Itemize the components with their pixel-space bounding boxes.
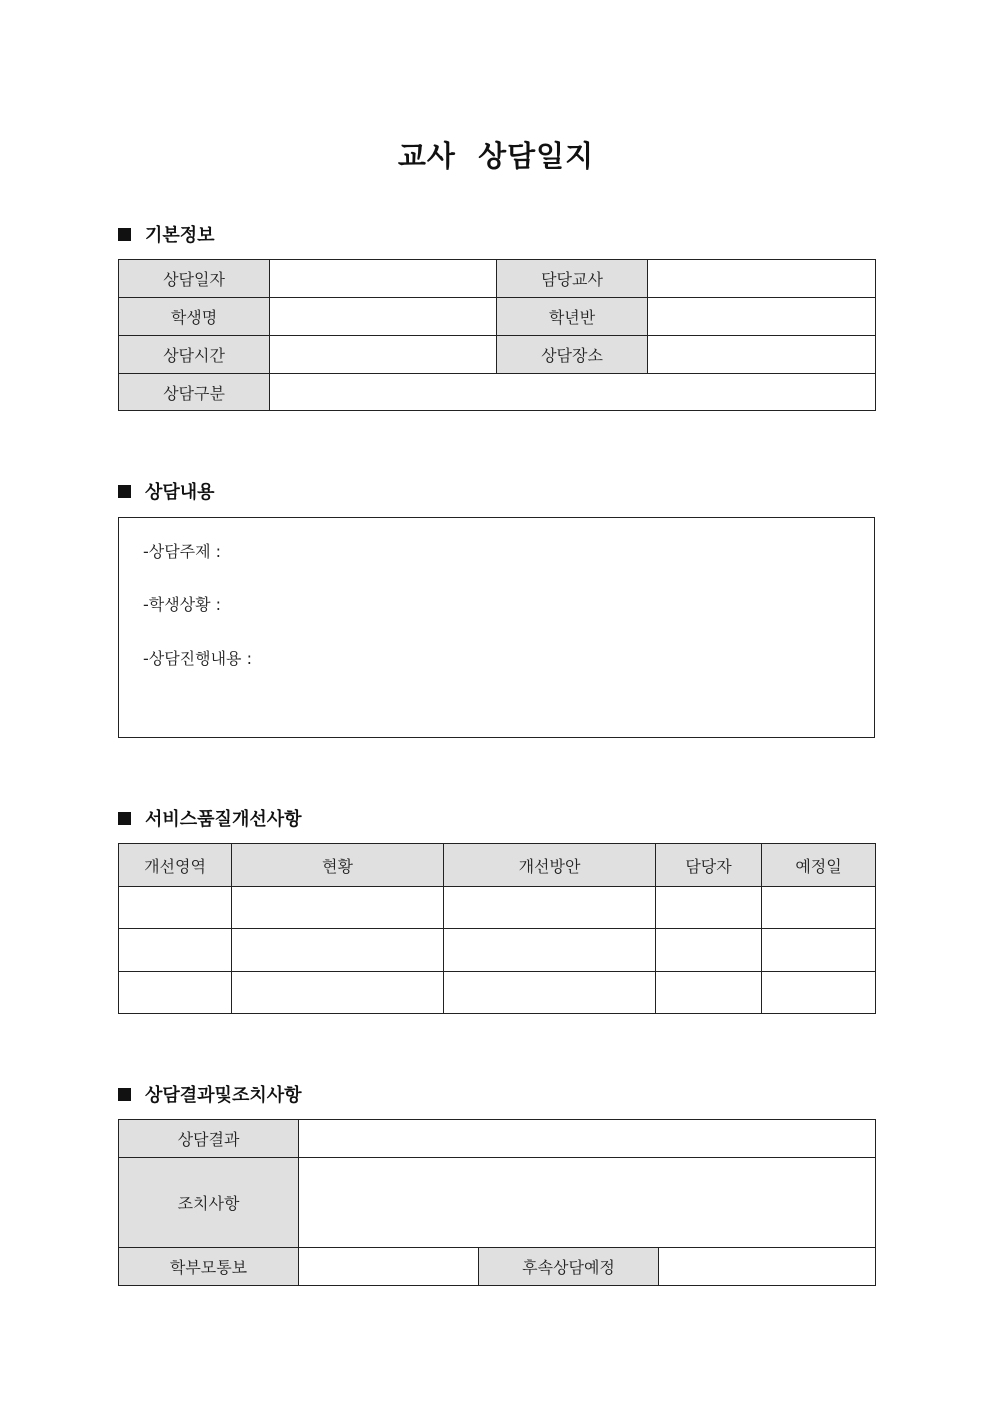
table-cell[interactable]	[232, 972, 444, 1014]
label-counsel-place: 상담장소	[497, 336, 648, 374]
square-bullet-icon	[118, 1088, 131, 1101]
counsel-content-box[interactable]	[118, 517, 875, 738]
service-quality-table	[118, 843, 876, 1014]
table-row	[119, 972, 876, 1014]
section-heading-service-quality	[118, 806, 302, 830]
label-action-items: 조치사항	[119, 1158, 299, 1248]
section-title: 상담결과및조치사항	[145, 1085, 302, 1106]
square-bullet-icon	[118, 485, 131, 498]
column-header: 개선영역	[119, 844, 232, 887]
table-header-row	[119, 844, 876, 887]
table-cell[interactable]	[444, 972, 656, 1014]
counsel-result-field[interactable]	[299, 1120, 876, 1158]
square-bullet-icon	[118, 812, 131, 825]
table-cell[interactable]	[444, 887, 656, 929]
page-title: 교사 상담일지	[397, 139, 595, 173]
label-counsel-result: 상담결과	[119, 1120, 299, 1158]
section-heading-basic-info	[118, 222, 215, 246]
table-cell[interactable]	[119, 929, 232, 972]
column-header: 개선방안	[444, 844, 656, 887]
student-status-line: -학생상황 :	[143, 595, 222, 614]
table-row	[119, 260, 876, 298]
table-cell[interactable]	[656, 972, 762, 1014]
basic-info-table	[118, 259, 876, 411]
section-title: 서비스품질개선사항	[145, 809, 302, 830]
followup-field[interactable]	[659, 1248, 876, 1286]
label-counsel-type: 상담구분	[119, 374, 270, 411]
parent-notice-field[interactable]	[299, 1248, 479, 1286]
label-counsel-date: 상담일자	[119, 260, 270, 298]
table-cell[interactable]	[656, 887, 762, 929]
table-row	[119, 1120, 876, 1158]
table-cell[interactable]	[762, 887, 876, 929]
counsel-place-field[interactable]	[648, 336, 876, 374]
table-row	[119, 1158, 876, 1248]
topic-line: -상담주제 :	[143, 542, 222, 561]
table-cell[interactable]	[762, 929, 876, 972]
label-counsel-time: 상담시간	[119, 336, 270, 374]
table-cell[interactable]	[232, 887, 444, 929]
counsel-date-field[interactable]	[270, 260, 497, 298]
label-grade-class: 학년반	[497, 298, 648, 336]
table-cell[interactable]	[444, 929, 656, 972]
label-followup: 후속상담예정	[479, 1248, 659, 1286]
grade-class-field[interactable]	[648, 298, 876, 336]
column-header: 현황	[232, 844, 444, 887]
table-row	[119, 929, 876, 972]
section-title: 기본정보	[145, 225, 215, 246]
column-header: 담당자	[656, 844, 762, 887]
result-action-table	[118, 1119, 876, 1286]
table-cell[interactable]	[656, 929, 762, 972]
section-heading-result-action	[118, 1082, 302, 1106]
progress-line: -상담진행내용 :	[143, 649, 252, 668]
table-cell[interactable]	[232, 929, 444, 972]
action-items-field[interactable]	[299, 1158, 876, 1248]
table-row	[119, 298, 876, 336]
column-header: 예정일	[762, 844, 876, 887]
table-row	[119, 336, 876, 374]
table-row	[119, 1248, 876, 1286]
section-title: 상담내용	[145, 482, 215, 503]
table-cell[interactable]	[119, 887, 232, 929]
label-student-name: 학생명	[119, 298, 270, 336]
student-name-field[interactable]	[270, 298, 497, 336]
label-teacher: 담당교사	[497, 260, 648, 298]
table-cell[interactable]	[762, 972, 876, 1014]
counsel-time-field[interactable]	[270, 336, 497, 374]
section-heading-counsel-content	[118, 479, 215, 503]
teacher-field[interactable]	[648, 260, 876, 298]
table-row	[119, 887, 876, 929]
table-row	[119, 374, 876, 411]
square-bullet-icon	[118, 228, 131, 241]
table-cell[interactable]	[119, 972, 232, 1014]
label-parent-notice: 학부모통보	[119, 1248, 299, 1286]
counsel-type-field[interactable]	[270, 374, 876, 411]
